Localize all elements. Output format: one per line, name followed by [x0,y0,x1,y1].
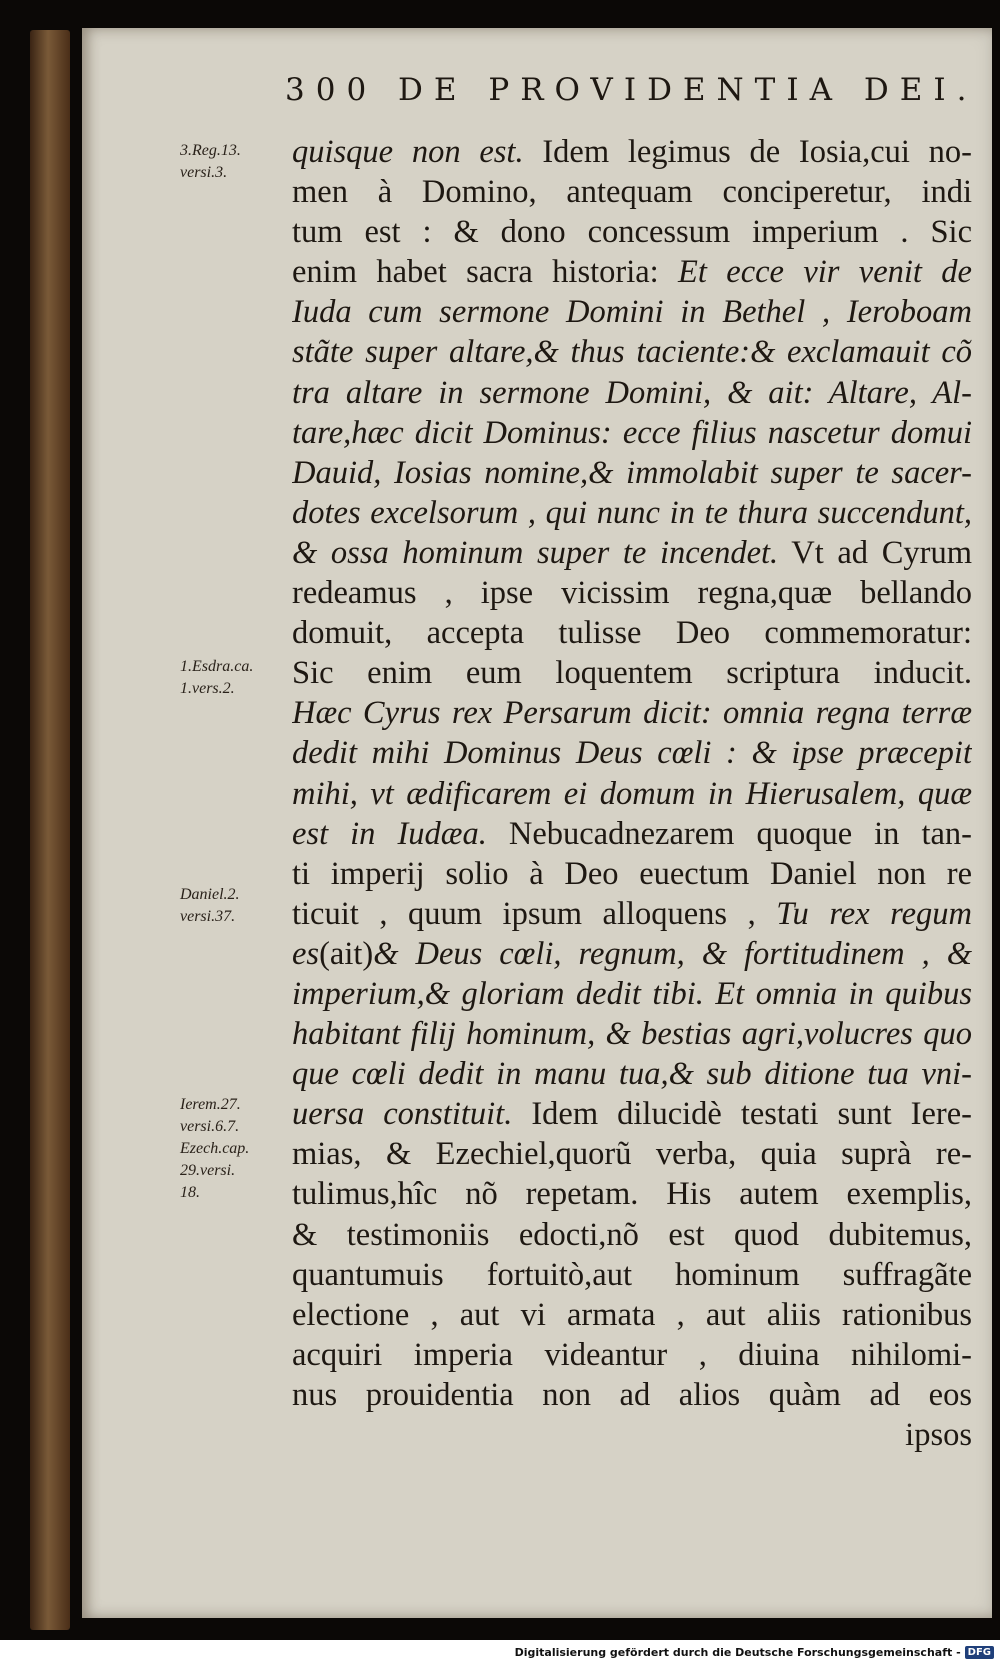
italic-text: & Deus cœli, regnum, & fortitudinem , & [373,935,972,972]
roman-text: enim habet sacra historia: [292,254,679,291]
text-line [292,1295,972,1335]
margin-note-line: Daniel.2. [180,886,240,903]
text-line [292,172,972,212]
margin-note-line: 3.Reg.13. [180,142,241,159]
text-line [292,1054,972,1094]
margin-note-line: Ierem.27. [180,1096,241,1113]
italic-text: tra altare in sermone Domini, & ait: Altare, Al- [292,374,972,411]
italic-text: stãte super altare,& thus taciente:& exclamauit cõ [292,334,972,371]
italic-text: Hæc Cyrus rex Persarum dicit: omnia regna terræ [292,695,972,732]
italic-text: imperium,& gloriam dedit tibi. Et omnia in quibus [292,975,972,1012]
text-line [292,774,972,814]
roman-text: ticuit , quum ipsum alloquens , [292,895,777,932]
text-line [292,453,972,493]
digitization-credit [515,1646,994,1659]
text-line [292,413,972,453]
italic-text: es [292,935,320,972]
text-line [292,894,972,934]
italic-text: Tu rex regum [776,895,972,932]
roman-text: tum est : & dono concessum imperium . Sic [292,214,972,251]
italic-text: est in Iudæa. [292,815,487,852]
text-line [292,573,972,613]
roman-text: Nebucadnezarem quoque in tan- [486,815,972,852]
roman-text: redeamus , ipse vicissim regna,quæ bellando [292,575,972,612]
roman-text: nus prouidentia non ad alios quàm ad eos [292,1376,972,1413]
italic-text: Iuda cum sermone Domini in Bethel , Ieroboam [292,294,972,331]
roman-text: Idem dilucidè testati sunt Iere- [512,1096,972,1133]
margin-note-line: Ezech.cap. [180,1140,250,1157]
margin-note [180,656,280,700]
italic-text: & ossa hominum super te incendet. [292,534,779,571]
body-text [292,132,972,1455]
margin-note [180,140,280,184]
text-line [292,373,972,413]
running-head: 300 DE PROVIDENTIA DEI. [285,72,978,108]
text-line [292,613,972,653]
roman-text: domuit, accepta tulisse Deo commemoratur: [292,615,972,652]
margin-note-line: versi.37. [180,908,236,925]
text-line [292,733,972,773]
text-line [292,1415,972,1455]
roman-text: ti imperij solio à Deo euectum Daniel non re [292,855,972,892]
text-line [292,1375,972,1415]
text-line [292,693,972,733]
text-line [292,1094,972,1134]
margin-note-line: versi.3. [180,164,228,181]
text-line [292,252,972,292]
text-line [292,854,972,894]
text-line [292,493,972,533]
text-line [292,1215,972,1255]
margin-note-line: versi.6.7. [180,1118,240,1135]
roman-text: Vt ad Cyrum [778,534,972,571]
text-line [292,1174,972,1214]
text-line [292,1335,972,1375]
margin-note-line: 18. [180,1184,200,1201]
italic-text: quisque non est. [292,134,524,170]
italic-text: uersa constituit. [292,1096,513,1133]
roman-text: electione , aut vi armata , aut aliis rationibus [292,1296,972,1333]
roman-text: Sic enim eum loquentem scriptura inducit. [292,655,972,692]
roman-text: tulimus,hîc nõ repetam. His autem exemplis, [292,1176,972,1213]
text-line [292,814,972,854]
italic-text: mihi, vt ædificarem ei domum in Hierusalem, quæ [292,775,972,812]
roman-text: Idem legimus de Iosia,cui no- [523,134,972,170]
italic-text: dedit mihi Dominus Deus cœli : & ipse præcepit [292,735,972,772]
roman-text: men à Domino, antequam conciperetur, indi [292,174,972,211]
text-line [292,332,972,372]
roman-text: quantumuis fortuitò,aut hominum suffragãte [292,1256,972,1293]
margin-note-line: 1.Esdra.ca. [180,658,254,675]
text-line [292,212,972,252]
text-line [292,934,972,974]
text-line [292,533,972,573]
italic-text: dotes excelsorum , qui nunc in te thura succendunt, [292,494,972,531]
roman-text: ipsos [905,1417,972,1453]
italic-text: Dauid, Iosias nomine,& immolabit super te sacer- [292,454,972,491]
text-line [292,1255,972,1295]
margin-note [180,884,280,928]
italic-text: Et ecce vir venit de [678,254,972,291]
roman-text: & testimoniis edocti,nõ est quod dubitemus, [292,1216,972,1253]
italic-text: tare,hæc dicit Dominus: ecce filius nascetur domui [292,414,972,451]
text-line [292,1014,972,1054]
text-line [292,292,972,332]
margin-note-line: 1.vers.2. [180,680,235,697]
margin-note [180,1094,280,1204]
text-line [292,653,972,693]
italic-text: que cœli dedit in manu tua,& sub ditione tua vni- [292,1056,972,1093]
credit-text: Digitalisierung gefördert durch die Deutsche Forschungsgemeinschaft - [514,1646,961,1659]
roman-text: (ait) [319,935,374,972]
roman-text: acquiri imperia videantur , diuina nihilomi- [292,1336,972,1373]
roman-text: mias, & Ezechiel,quorũ verba, quia suprà re- [292,1136,972,1173]
text-line [292,1134,972,1174]
italic-text: habitant filij hominum, & bestias agri,volucres quo [292,1016,972,1053]
text-line [292,974,972,1014]
margin-note-line: 29.versi. [180,1162,236,1179]
book-spine [30,30,70,1630]
dfg-logo: DFG [965,1646,994,1659]
text-line [292,132,972,172]
